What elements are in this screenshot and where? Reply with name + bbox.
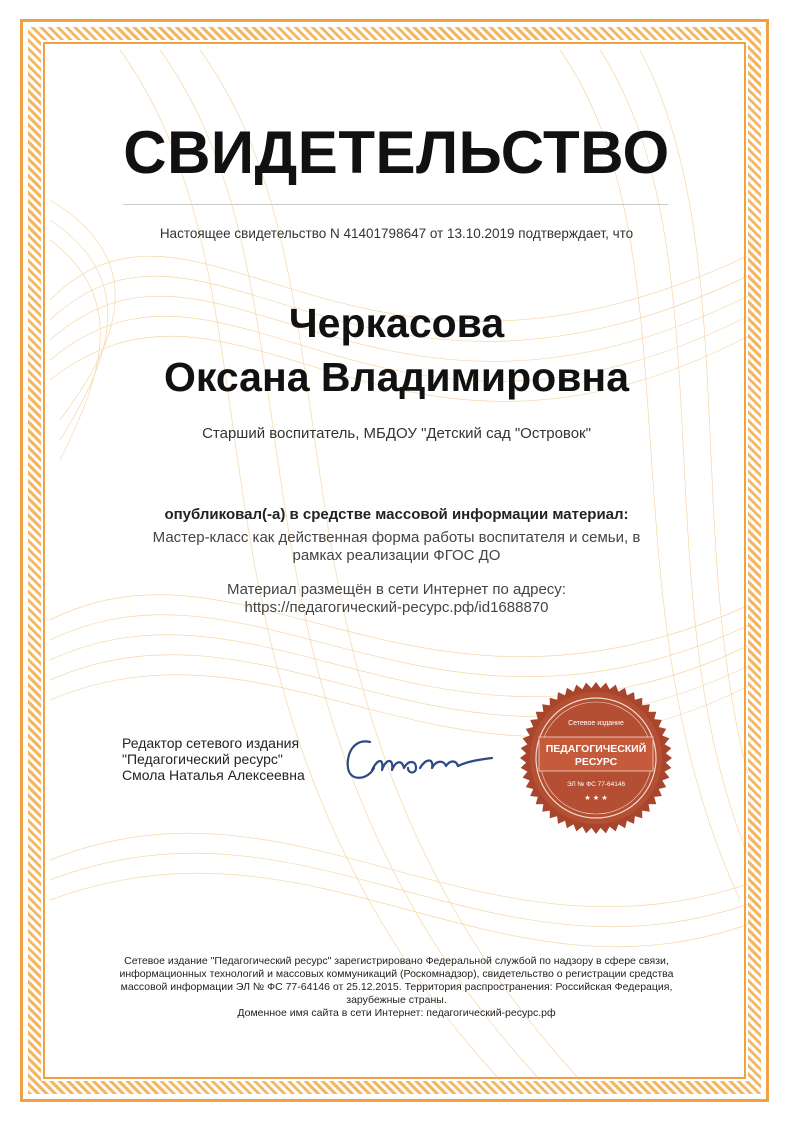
certificate-title: СВИДЕТЕЛЬСТВО	[123, 119, 670, 186]
publisher-seal	[519, 681, 673, 835]
seal-stars: ★ ★ ★	[584, 794, 608, 802]
material-title: Мастер-класс как действенная форма работы воспитателя и семьи, в рамках реализации ФГОС ДО	[152, 529, 641, 564]
footer-domain: Доменное имя сайта в сети Интернет: педагогический-ресурс.рф	[237, 1007, 556, 1019]
editor-line-2: "Педагогический ресурс"	[122, 751, 283, 767]
footer-legal	[118, 955, 675, 1020]
seal-title-line-2: РЕСУРС	[574, 756, 618, 768]
title-divider	[123, 204, 668, 205]
editor-line-1: Редактор сетевого издания	[122, 735, 300, 751]
material-url: https://педагогический-ресурс.рф/id1688870	[244, 599, 549, 616]
editor-block	[122, 735, 305, 783]
seal-top-text: Сетевое издание	[568, 720, 624, 727]
recipient-given-names: Оксана Владимировна	[163, 354, 629, 400]
seal-title-line-1: ПЕДАГОГИЧЕСКИЙ	[545, 743, 647, 755]
recipient-position: Старший воспитатель, МБДОУ "Детский сад "Островок"	[202, 425, 591, 442]
certificate-intro: Настоящее свидетельство N 41401798647 от 13.10.2019 подтверждает, что	[159, 226, 634, 241]
editor-signature	[340, 724, 500, 794]
url-label: Материал размещён в сети Интернет по адресу:	[227, 581, 566, 598]
published-label: опубликовал(-а) в средстве массовой информации материал:	[164, 506, 629, 523]
editor-line-3: Смола Наталья Алексеевна	[122, 767, 305, 783]
recipient-surname: Черкасова	[288, 300, 505, 346]
seal-registration: ЭЛ № ФС 77-64146	[566, 781, 626, 788]
recipient-name	[0, 296, 793, 404]
footer-registration-text: Сетевое издание "Педагогический ресурс" зарегистрировано Федеральной службой по надзору в сфере связи, информационных технологий и массовых коммуникаций (Роскомнадзор), свидетельство о регистрации средства массовой информации ЭЛ № ФС 77-64146 от 25.12.2015. Территория распространения: Российская Федерация, зарубежные страны.	[119, 955, 674, 1006]
